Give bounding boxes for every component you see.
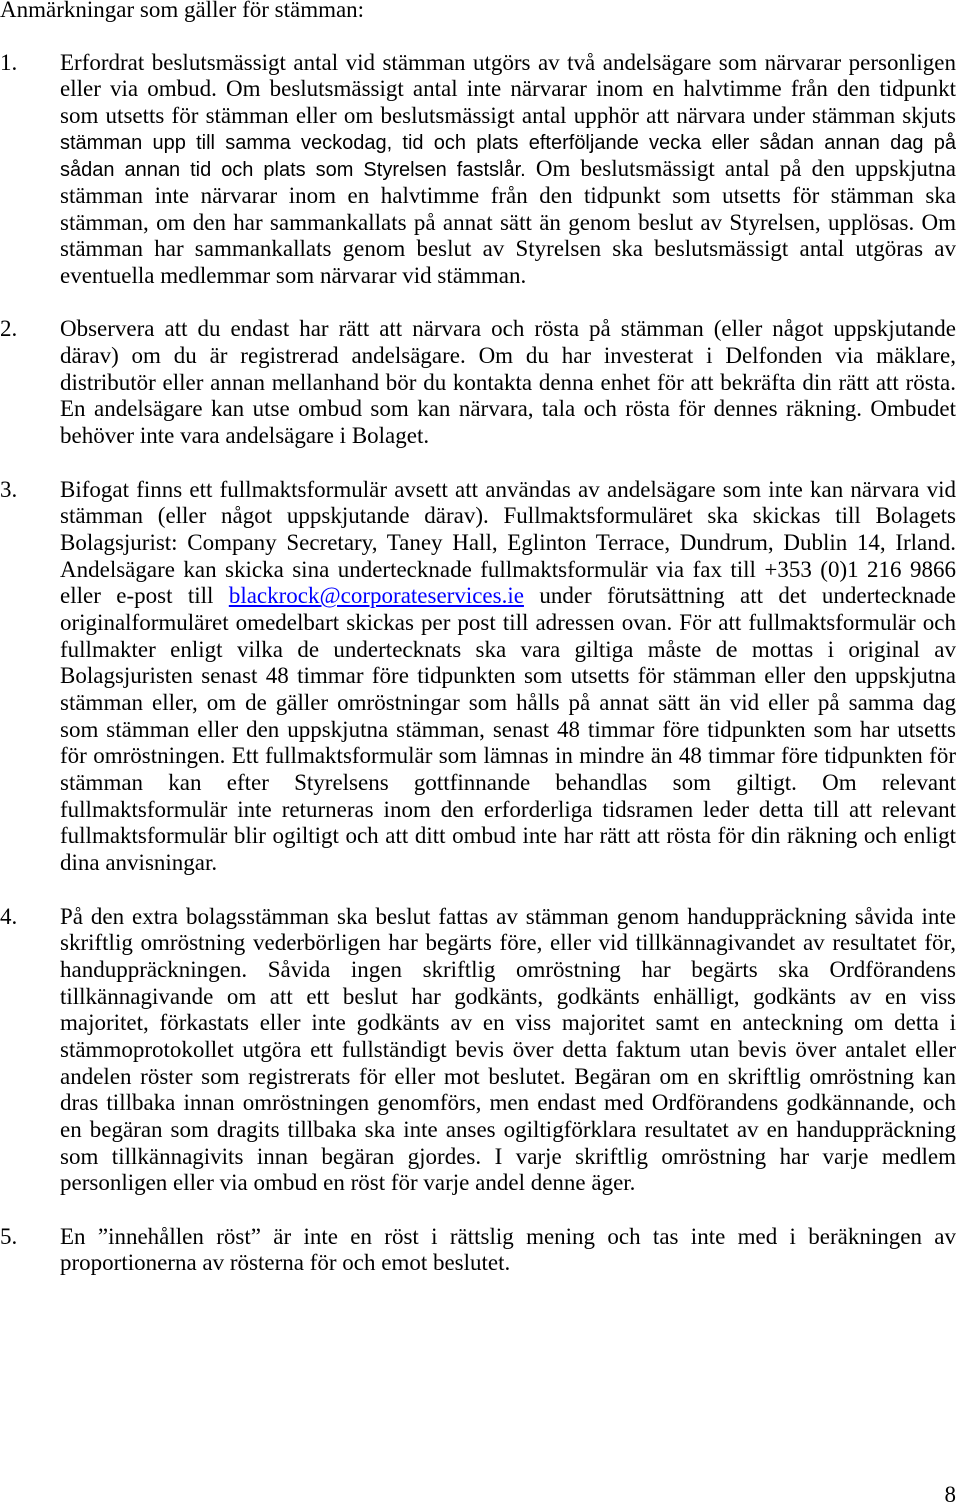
note-number: 3. bbox=[0, 476, 18, 502]
note-number: 4. bbox=[0, 903, 18, 929]
note-line-segment: under förutsättning att det undertecknade bbox=[523, 583, 956, 609]
note-item bbox=[0, 477, 956, 877]
note-line bbox=[60, 156, 956, 183]
note-line: fullmaktsformulär blir ogiltigt och att ditt ombud inte har rätt att rösta för din räkning och enligt bbox=[60, 823, 956, 849]
note-item bbox=[0, 904, 956, 1198]
notes-list bbox=[0, 50, 956, 1278]
note-line: distributör eller annan mellanhand bör du kontakta denna enhet för att bekräfta din rätt att rösta. bbox=[60, 369, 956, 395]
note-line: därav) om du är registrerad andelsägare. Om du har investerat i Delfonden via mäklare, bbox=[60, 343, 956, 369]
note-line: Erfordrat beslutsmässigt antal vid stämman utgörs av två andelsägare som närvarar personligen bbox=[60, 49, 956, 75]
note-line: originalformuläret omedelbart skickas per post till adressen ovan. För att fullmaktsformulär och bbox=[60, 609, 956, 635]
note-line: dina anvisningar. bbox=[60, 850, 218, 876]
note-line: En andelsägare kan utse ombud som kan närvara, tala och rösta för dennes räkning. Ombudet bbox=[60, 396, 956, 422]
note-line: personligen eller via ombud en röst för varje andel denne äger. bbox=[60, 1170, 636, 1196]
note-number: 5. bbox=[0, 1223, 18, 1249]
note-line: handuppräckningen. Såvida ingen skriftlig omröstning har begärts ska Ordförandens bbox=[60, 956, 956, 982]
note-line: stämman har sammankallats genom beslut av Styrelsen ska beslutsmässigt antal utgöras av bbox=[60, 236, 956, 262]
note-line: stämmoprotokollet utgöra ett fullständigt bevis över detta faktum utan bevis över antalet eller bbox=[60, 1036, 956, 1062]
note-number: 2. bbox=[0, 316, 18, 342]
note-line: stämman upp till samma veckodag, tid och plats efterföljande vecka eller sådan annan dag på bbox=[60, 131, 956, 154]
note-line: Bifogat finns ett fullmaktsformulär avsett att användas av andelsägare som inte kan närvara vid bbox=[60, 476, 956, 502]
note-line-segment: Om beslutsmässigt antal på den uppskjutna bbox=[525, 156, 957, 182]
note-line-segment: sådan annan tid och plats som Styrelsen fastslår. bbox=[60, 159, 526, 182]
note-line: stämman, om den har sammankallats på annat sätt än genom beslut av Styrelsen, upplösas. Om bbox=[60, 209, 956, 235]
note-line: eller via ombud. Om beslutsmässigt antal inte närvarar inom en halvtimme från den tidpunkt bbox=[60, 76, 956, 102]
note-line: fullmakter enligt vilka de undertecknats ska vara giltiga måste de mottas i original av bbox=[60, 636, 956, 662]
note-line: för omröstningen. Ett fullmaktsformulär som lämnas in mindre än 48 timmar före tidpunkten för bbox=[60, 743, 956, 769]
note-line: Andelsägare kan skicka sina undertecknade fullmaktsformulär via fax till +353 (0)1 216 9866 bbox=[60, 556, 956, 582]
note-line: tillkännagivande om att ett beslut har godkänts, godkänts enhälligt, godkänts av en viss bbox=[60, 983, 956, 1009]
note-item bbox=[0, 316, 956, 449]
note-item bbox=[0, 50, 956, 290]
page-heading: Anmärkningar som gäller för stämman: bbox=[0, 0, 365, 22]
note-line: som utsetts för stämman eller om beslutsmässigt antal upphör att närvara under stämman skjuts bbox=[60, 102, 956, 128]
note-line: Bolagsjuristen senast 48 timmar före tidpunkten som utsetts för stämman eller den uppskjutna bbox=[60, 663, 956, 689]
note-line: stämman kan efter Styrelsens gottfinnande behandlas som giltigt. Om relevant bbox=[60, 770, 956, 796]
note-number: 1. bbox=[0, 49, 18, 75]
note-line: majoritet, förkastats eller inte godkänts av en viss majoritet samt en anteckning om detta i bbox=[60, 1010, 956, 1036]
note-line: en begäran som dragits tillbaka ska inte anses ogiltigförklara resultatet av en handuppräckning bbox=[60, 1117, 956, 1142]
note-line-segment: eller e-post till bbox=[60, 583, 229, 609]
note-line: fullmaktsformulär inte returneras inom den erforderliga tidsramen leder detta till att relevant bbox=[60, 796, 956, 822]
note-line: andelen röster som registrerats för eller mot beslutet. Begäran om en skriftlig omröstning kan bbox=[60, 1063, 956, 1089]
note-line: stämman (eller något uppskjutande därav). Fullmaktsformuläret ska skickas till Bolagets bbox=[60, 503, 956, 529]
note-line: som stämman eller den uppskjutna stämman, senast 48 timmar före tidpunkten som har utsetts bbox=[60, 716, 956, 742]
note-item bbox=[0, 1224, 956, 1277]
note-line: stämman eller, om de gäller omröstningar som hålls på annat sätt än vid eller på samma dag bbox=[60, 690, 956, 715]
page-number: 8 bbox=[944, 1482, 956, 1507]
note-line: En ”innehållen röst” är inte en röst i rättslig mening och tas inte med i beräkningen av bbox=[60, 1223, 956, 1249]
note-line: stämman inte närvarar inom en halvtimme från den tidpunkt som utsetts för stämman ska bbox=[60, 182, 956, 208]
note-line: Observera att du endast har rätt att närvara och rösta på stämman (eller något uppskjutande bbox=[60, 316, 956, 342]
note-line: proportionerna av rösterna för och emot beslutet. bbox=[60, 1250, 511, 1276]
email-link[interactable]: blackrock@corporateservices.ie bbox=[228, 583, 524, 609]
note-line bbox=[60, 583, 956, 610]
note-line: Bolagsjurist: Company Secretary, Taney Hall, Eglinton Terrace, Dundrum, Dublin 14, Irland. bbox=[60, 529, 956, 555]
note-line: På den extra bolagsstämman ska beslut fattas av stämman genom handuppräckning såvida inte bbox=[60, 903, 956, 929]
note-line: skriftlig omröstning vederbörligen har begärts före, eller vid tillkännagivandet av resultatet för, bbox=[60, 930, 956, 956]
note-line: eventuella medlemmar som närvarar vid stämman. bbox=[60, 263, 527, 288]
note-line: behöver inte vara andelsägare i Bolaget. bbox=[60, 423, 430, 449]
note-line: som tillkännagivits innan begäran gjordes. I varje skriftlig omröstning har varje medlem bbox=[60, 1143, 956, 1169]
note-line: dras tillbaka innan omröstningen genomförs, men endast med Ordförandens godkännande, och bbox=[60, 1090, 956, 1116]
